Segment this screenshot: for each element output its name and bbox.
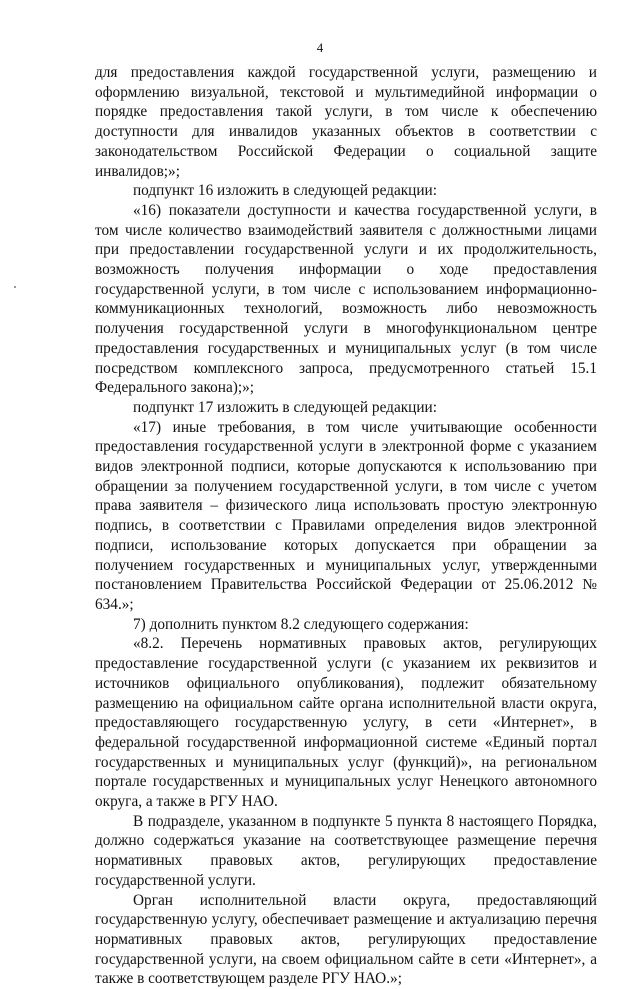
paragraph-continuation: для предоставления каждой государственной услуги, размещению и оформлению визуальной, текстовой и мультимедийной информации о порядке предоставления такой услуги, в том числе к обеспечению доступности для инвалидов указанных объектов в соответствии с законодательством Российской Федерации о социальной защите инвалидов;»; <box>95 64 597 180</box>
paragraph-subitem-17-text: «17) иные требования, в том числе учитывающие особенности предоставления государственной услуги в электронной форме с указанием видов электронной подписи, которые допускаются к использованию при обращении за получением государственной услуги, в том числе с учетом права заявителя – физического лица использовать простую электронную подпись, в соответствии с Правилами определения видов электронной подписи, использование которых допускается при обращении за получением государственных и муниципальных услуг, утвержденными постановлением Правительства Российской Федерации от 25.06.2012 № 634.»; <box>95 418 597 613</box>
document-body <box>95 63 597 989</box>
page-number: 4 <box>316 40 324 55</box>
paragraph-authority-duty: Орган исполнительной власти округа, предоставляющий государственную услугу, обеспечивает размещение и актуализацию перечня нормативных правовых актов, регулирующих предоставление государственной услуги, на своем официальном сайте в сети «Интернет», а также в соответствующем разделе РГУ НАО.»; <box>95 891 597 988</box>
scan-speck <box>14 286 16 288</box>
paragraph-item-8-2: «8.2. Перечень нормативных правовых актов, регулирующих предоставление государственной услуги (с указанием их реквизитов и источников официального опубликования), подлежит обязательному размещению на официальном сайте органа исполнительной власти округа, предоставляющего государственную услугу, в сети «Интернет», в федеральной государственной информационной системе «Единый портал государственных и муниципальных услуг (функций)», на региональном портале государственных и муниципальных услуг Ненецкого автономного округа, а также в РГУ НАО. <box>95 635 597 811</box>
paragraph-subsection-note: В подразделе, указанном в подпункте 5 пункта 8 настоящего Порядка, должно содержаться указание на соответствующее размещение перечня нормативных правовых актов, регулирующих предоставление государственной услуги. <box>95 812 597 889</box>
paragraph-subitem-16-intro: подпункт 16 изложить в следующей редакции: <box>133 182 437 200</box>
paragraph-subitem-17-intro: подпункт 17 изложить в следующей редакции: <box>133 398 437 416</box>
paragraph-item-7: 7) дополнить пунктом 8.2 следующего содержания: <box>133 615 469 633</box>
paragraph-subitem-16-text: «16) показатели доступности и качества государственной услуги, в том числе количество взаимодействий заявителя с должностными лицами при предоставлении государственной услуги и их продолжительность, возможность получения информации о ходе предоставления государственной услуги, в том числе с использованием информационно-коммуникационных технологий, возможность либо невозможность получения государственной услуги в многофункциональном центре предоставления государственных и муниципальных услуг (в том числе посредством комплексного запроса, предусмотренного статьей 15.1 Федерального закона);»; <box>95 201 597 397</box>
